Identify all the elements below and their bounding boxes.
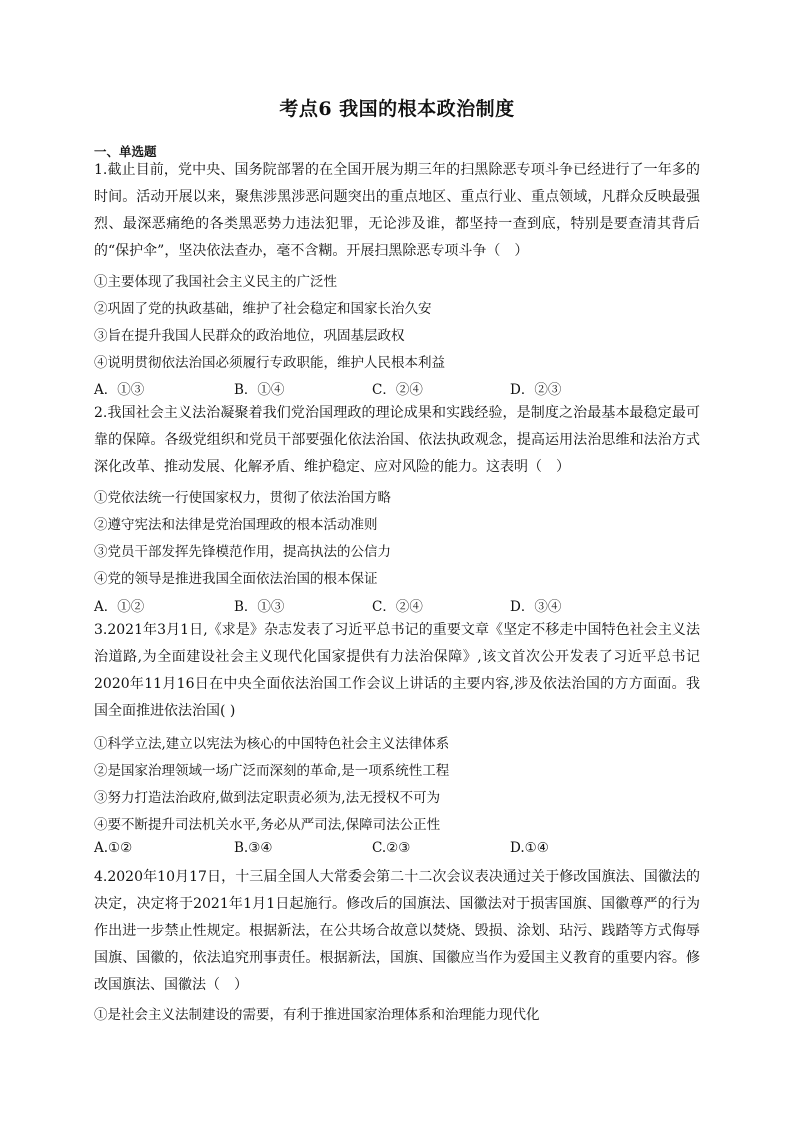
choice-c: C.②③ (372, 840, 411, 856)
question-4-stem: 4.2020年10月17日，十三届全国人大常委会第二十二次会议表决通过关于修改国旗法、国徽法的决定，决定将于2021年1月1日起施行。修改后的国旗法、国徽法对于损害国旗、国徽尊严的行为作出进一步禁止性规定。根据新法，在公共场合故意以焚烧、毁损、涂划、玷污、践踏等方式侮辱国旗、国徽的，依法追究刑事责任。根据新法，国旗、国徽应当作为爱国主义教育的重要内容。修改国旗法、国徽法（ ） (94, 869, 700, 993)
question-2-option-3: ③党员干部发挥先锋模范作用，提高执法的公信力 (94, 544, 391, 560)
question-1-option-3: ③旨在提升我国人民群众的政治地位，巩固基层政权 (94, 328, 405, 344)
question-2-option-1: ①党依法统一行使国家权力，贯彻了依法治国方略 (94, 490, 391, 506)
question-4-option-1: ①是社会主义法制建设的需要，有利于推进国家治理体系和治理能力现代化 (94, 1007, 540, 1023)
choice-b: B．①④ (234, 382, 285, 398)
question-2-option-2: ②遵守宪法和法律是党治国理政的根本活动准则 (94, 517, 378, 533)
question-3-option-4: ④要不断提升司法机关水平,务必从严司法,保障司法公正性 (94, 817, 441, 833)
choice-b: B．①③ (234, 599, 285, 615)
choice-b: B.③④ (234, 840, 273, 856)
question-1-option-4: ④说明贯彻依法治国必须履行专政职能，维护人民根本利益 (94, 355, 445, 371)
choice-a: A．①② (94, 599, 145, 615)
question-3-choices (94, 840, 700, 860)
question-1-option-1: ①主要体现了我国社会主义民主的广泛性 (94, 274, 337, 290)
choice-d: D.①④ (510, 840, 549, 856)
page-title: 考点6 我国的根本政治制度 (279, 98, 515, 120)
question-1-stem: 1.截止目前，党中央、国务院部署的在全国开展为期三年的扫黑除恶专项斗争已经进行了一年多的时间。活动开展以来，聚焦涉黑涉恶问题突出的重点地区、重点行业、重点领域，凡群众反映最强烈、最深恶痛绝的各类黑恶势力违法犯罪，无论涉及谁，都坚持一查到底，特别是要查清其背后的“保护伞”，坚决依法查办，毫不含糊。开展扫黑除恶专项斗争（ ） (94, 162, 700, 259)
question-2-stem: 2.我国社会主义法治凝聚着我们党治国理政的理论成果和实践经验，是制度之治最基本最稳定最可靠的保障。各级党组织和党员干部要强化依法治国、依法执政观念，提高运用法治思维和法治方式深化改革、推动发展、化解矛盾、维护稳定、应对风险的能力。这表明（ ） (94, 405, 700, 475)
question-2-option-4: ④党的领导是推进我国全面依法治国的根本保证 (94, 571, 378, 587)
question-3-option-1: ①科学立法,建立以宪法为核心的中国特色社会主义法律体系 (94, 736, 450, 752)
question-1-option-2: ②巩固了党的执政基础，维护了社会稳定和国家长治久安 (94, 301, 432, 317)
choice-a: A．①③ (94, 382, 145, 398)
choice-a: A.①② (94, 840, 133, 856)
choice-c: C．②④ (372, 599, 423, 615)
choice-d: D．③④ (510, 599, 562, 615)
question-3-option-2: ②是国家治理领域一场广泛而深刻的革命,是一项系统性工程 (94, 763, 450, 779)
section-heading: 一、单选题 (94, 144, 157, 159)
question-3-option-3: ③努力打造法治政府,做到法定职责必须为,法无授权不可为 (94, 790, 441, 806)
question-2-choices (94, 595, 700, 615)
choice-d: D．②③ (510, 382, 562, 398)
question-3-stem: 3.2021年3月1日,《求是》杂志发表了习近平总书记的重要文章《坚定不移走中国特色社会主义法治道路,为全面建设社会主义现代化国家提供有力法治保障》,该文首次公开发表了习近平总书记2020年11月16日在中央全面依法治国工作会议上讲话的主要内容,涉及依法治国的方方面面。我国全面推进依法治国( ) (94, 622, 700, 719)
choice-c: C．②④ (372, 382, 423, 398)
question-1-choices (94, 378, 700, 398)
